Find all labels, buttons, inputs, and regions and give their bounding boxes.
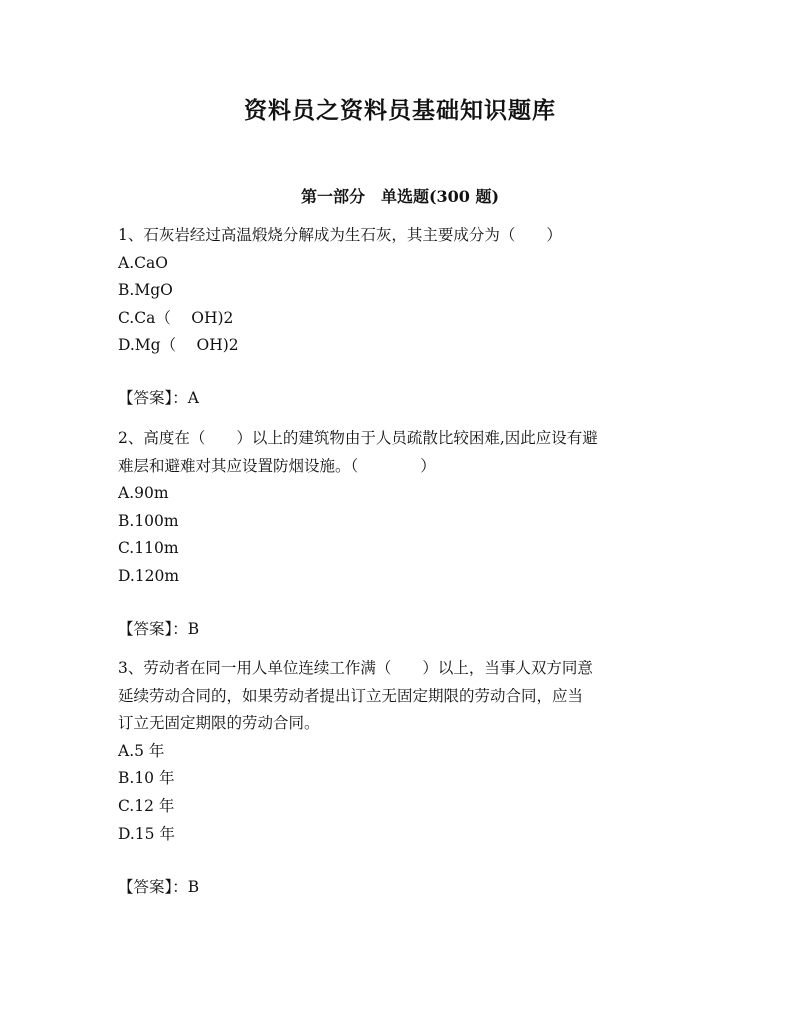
answer-1 bbox=[118, 385, 688, 413]
option-d: D.Mg（ OH)2 bbox=[118, 336, 239, 355]
question-1 bbox=[118, 222, 688, 360]
option-b: B.100m bbox=[118, 511, 179, 530]
answer-label: 【答案】：B bbox=[118, 878, 200, 896]
option-b: B.MgO bbox=[118, 281, 173, 300]
answer-3 bbox=[118, 874, 688, 902]
option-a: A.5 年 bbox=[118, 741, 165, 760]
question-2 bbox=[118, 425, 688, 591]
answer-2 bbox=[118, 616, 688, 644]
question-stem-line: 1、石灰岩经过高温煅烧分解成为生石灰，其主要成分为（ ） bbox=[118, 226, 562, 244]
option-c: C.12 年 bbox=[118, 796, 175, 815]
option-a: A.CaO bbox=[118, 253, 168, 272]
option-c: C.110m bbox=[118, 539, 179, 558]
option-c: C.Ca（ OH)2 bbox=[118, 308, 234, 327]
option-d: D.15 年 bbox=[118, 824, 175, 843]
question-stem-line: 延续劳动合同的，如果劳动者提出订立无固定期限的劳动合同，应当 bbox=[118, 686, 584, 705]
section-heading: 第一部分 单选题(300 题) bbox=[300, 187, 500, 206]
answer-label: 【答案】：B bbox=[118, 620, 200, 638]
question-stem-line: 订立无固定期限的劳动合同。 bbox=[118, 714, 320, 733]
option-a: A.90m bbox=[118, 484, 169, 503]
question-stem-line: 3、劳动者在同一用人单位连续工作满（ ）以上，当事人双方同意 bbox=[118, 659, 593, 677]
question-stem-line: 难层和避难对其应设置防烟设施。（ ） bbox=[118, 456, 436, 475]
question-3 bbox=[118, 655, 688, 848]
option-d: D.120m bbox=[118, 566, 180, 585]
document-title: 资料员之资料员基础知识题库 bbox=[244, 97, 556, 124]
option-b: B.10 年 bbox=[118, 769, 175, 788]
answer-label: 【答案】：A bbox=[118, 389, 199, 407]
question-stem-line: 2、高度在（ ）以上的建筑物由于人员疏散比较困难,因此应设有避 bbox=[118, 429, 598, 447]
